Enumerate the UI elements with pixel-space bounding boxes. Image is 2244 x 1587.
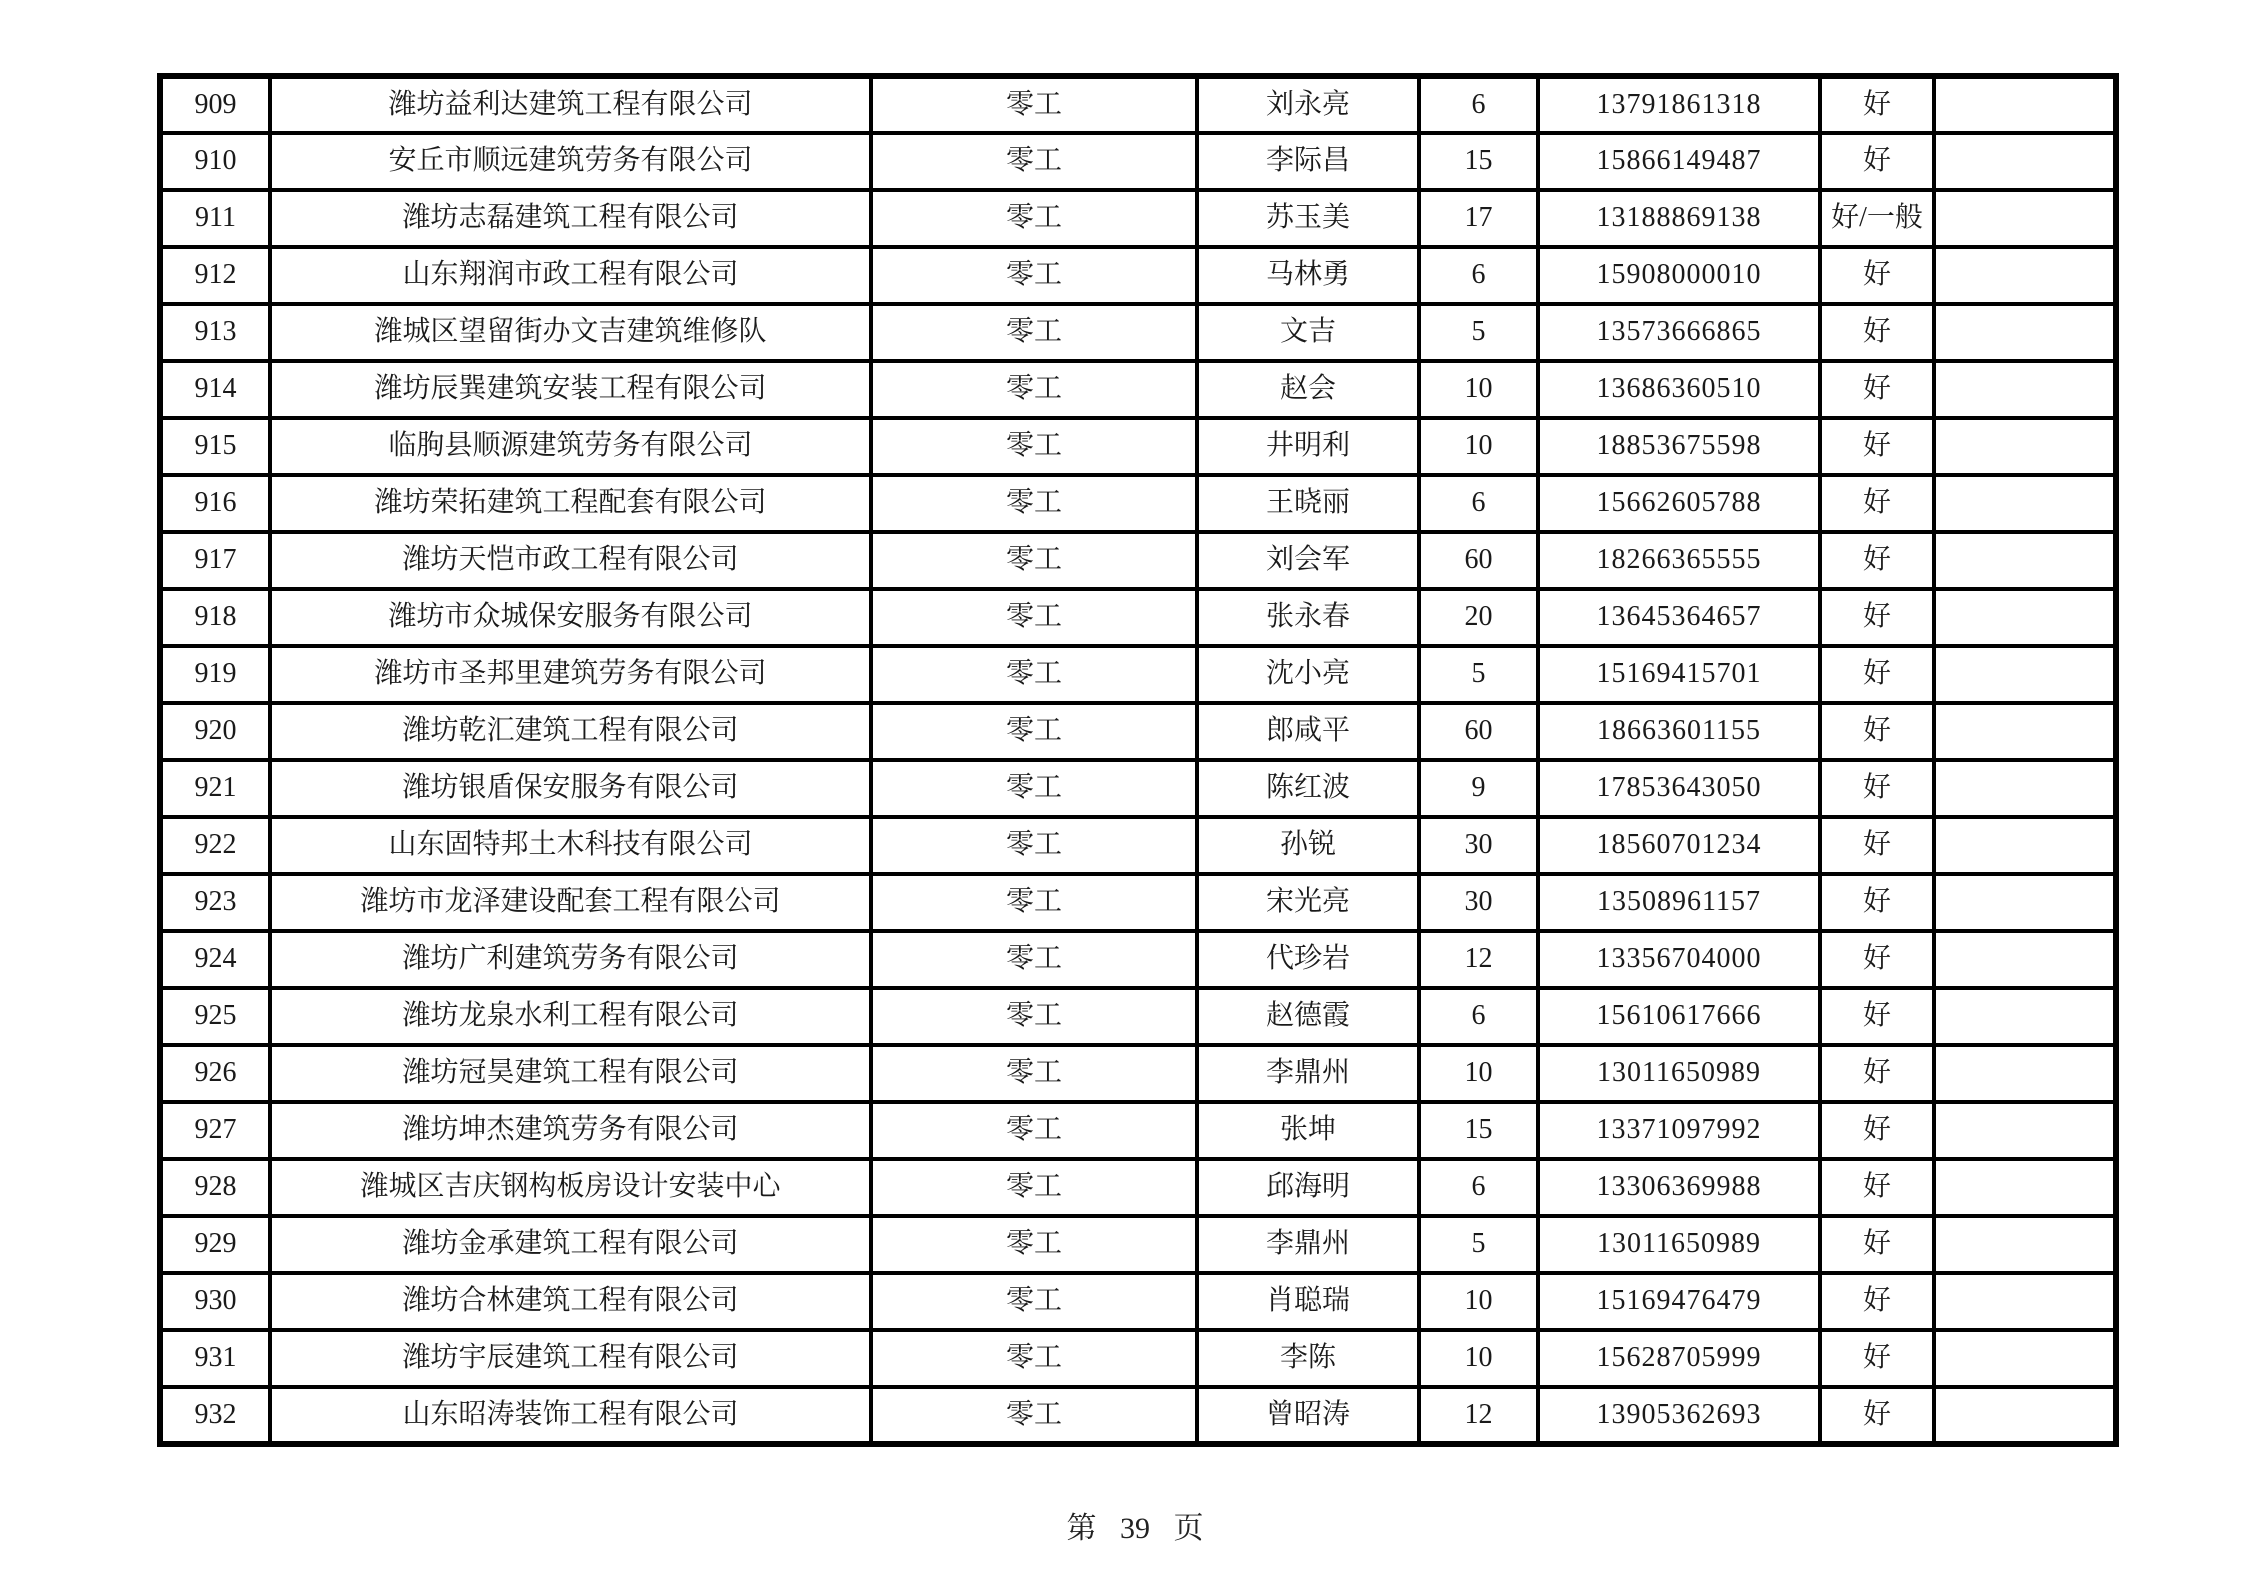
worker-count-cell: 10 [1419, 361, 1538, 418]
phone-number-cell: 13011650989 [1538, 1045, 1820, 1102]
phone-number-cell: 18560701234 [1538, 817, 1820, 874]
table-row [160, 988, 2116, 1045]
contact-name-cell: 文吉 [1197, 304, 1419, 361]
worker-count-cell: 5 [1419, 1216, 1538, 1273]
worker-count-cell: 12 [1419, 1387, 1538, 1444]
phone-number-cell: 13306369988 [1538, 1159, 1820, 1216]
worker-count-cell: 20 [1419, 589, 1538, 646]
company-name-cell: 安丘市顺远建筑劳务有限公司 [270, 133, 871, 190]
worker-count-cell: 60 [1419, 532, 1538, 589]
row-number-cell: 930 [160, 1273, 270, 1330]
roster-table-body [160, 76, 2116, 1444]
table-row [160, 817, 2116, 874]
phone-number-cell: 17853643050 [1538, 760, 1820, 817]
company-name-cell: 潍坊广利建筑劳务有限公司 [270, 931, 871, 988]
company-name-cell: 潍坊冠昊建筑工程有限公司 [270, 1045, 871, 1102]
work-type-cell: 零工 [871, 247, 1197, 304]
remarks-empty-cell [1934, 475, 2116, 532]
contact-name-cell: 邱海明 [1197, 1159, 1419, 1216]
row-number-cell: 920 [160, 703, 270, 760]
worker-count-cell: 6 [1419, 475, 1538, 532]
remarks-empty-cell [1934, 532, 2116, 589]
phone-number-cell: 13011650989 [1538, 1216, 1820, 1273]
table-row [160, 1102, 2116, 1159]
company-name-cell: 山东固特邦土木科技有限公司 [270, 817, 871, 874]
rating-cell: 好 [1820, 1216, 1934, 1273]
company-name-cell: 潍城区吉庆钢构板房设计安装中心 [270, 1159, 871, 1216]
remarks-empty-cell [1934, 760, 2116, 817]
row-number-cell: 916 [160, 475, 270, 532]
remarks-empty-cell [1934, 1273, 2116, 1330]
contact-name-cell: 代珍岩 [1197, 931, 1419, 988]
row-number-cell: 926 [160, 1045, 270, 1102]
contact-name-cell: 王晓丽 [1197, 475, 1419, 532]
row-number-cell: 909 [160, 76, 270, 133]
remarks-empty-cell [1934, 76, 2116, 133]
rating-cell: 好 [1820, 703, 1934, 760]
contact-name-cell: 苏玉美 [1197, 190, 1419, 247]
worker-count-cell: 15 [1419, 133, 1538, 190]
contact-name-cell: 孙锐 [1197, 817, 1419, 874]
company-name-cell: 潍坊志磊建筑工程有限公司 [270, 190, 871, 247]
work-type-cell: 零工 [871, 646, 1197, 703]
rating-cell: 好 [1820, 1330, 1934, 1387]
phone-number-cell: 13791861318 [1538, 76, 1820, 133]
company-name-cell: 潍坊银盾保安服务有限公司 [270, 760, 871, 817]
phone-number-cell: 18853675598 [1538, 418, 1820, 475]
table-row [160, 1387, 2116, 1444]
phone-number-cell: 15169476479 [1538, 1273, 1820, 1330]
work-type-cell: 零工 [871, 760, 1197, 817]
company-name-cell: 潍坊益利达建筑工程有限公司 [270, 76, 871, 133]
worker-count-cell: 9 [1419, 760, 1538, 817]
work-type-cell: 零工 [871, 190, 1197, 247]
work-type-cell: 零工 [871, 1387, 1197, 1444]
row-number-cell: 931 [160, 1330, 270, 1387]
table-row [160, 1273, 2116, 1330]
rating-cell: 好 [1820, 361, 1934, 418]
table-row [160, 190, 2116, 247]
row-number-cell: 925 [160, 988, 270, 1045]
rating-cell: 好 [1820, 1273, 1934, 1330]
worker-count-cell: 15 [1419, 1102, 1538, 1159]
rating-cell: 好 [1820, 646, 1934, 703]
company-name-cell: 潍坊宇辰建筑工程有限公司 [270, 1330, 871, 1387]
row-number-cell: 917 [160, 532, 270, 589]
table-row [160, 1159, 2116, 1216]
company-name-cell: 潍坊合林建筑工程有限公司 [270, 1273, 871, 1330]
work-type-cell: 零工 [871, 1159, 1197, 1216]
row-number-cell: 915 [160, 418, 270, 475]
work-type-cell: 零工 [871, 361, 1197, 418]
company-name-cell: 潍坊天恺市政工程有限公司 [270, 532, 871, 589]
company-name-cell: 山东翔润市政工程有限公司 [270, 247, 871, 304]
remarks-empty-cell [1934, 361, 2116, 418]
contact-name-cell: 曾昭涛 [1197, 1387, 1419, 1444]
contact-name-cell: 赵德霞 [1197, 988, 1419, 1045]
phone-number-cell: 13508961157 [1538, 874, 1820, 931]
row-number-cell: 932 [160, 1387, 270, 1444]
rating-cell: 好 [1820, 817, 1934, 874]
table-row [160, 1216, 2116, 1273]
table-row [160, 1045, 2116, 1102]
worker-count-cell: 6 [1419, 76, 1538, 133]
remarks-empty-cell [1934, 1159, 2116, 1216]
worker-count-cell: 10 [1419, 1273, 1538, 1330]
work-type-cell: 零工 [871, 1273, 1197, 1330]
row-number-cell: 912 [160, 247, 270, 304]
rating-cell: 好 [1820, 532, 1934, 589]
remarks-empty-cell [1934, 133, 2116, 190]
table-row [160, 646, 2116, 703]
contact-name-cell: 李鼎州 [1197, 1216, 1419, 1273]
phone-number-cell: 13905362693 [1538, 1387, 1820, 1444]
work-type-cell: 零工 [871, 304, 1197, 361]
row-number-cell: 922 [160, 817, 270, 874]
remarks-empty-cell [1934, 646, 2116, 703]
work-type-cell: 零工 [871, 133, 1197, 190]
work-type-cell: 零工 [871, 589, 1197, 646]
phone-number-cell: 18266365555 [1538, 532, 1820, 589]
work-type-cell: 零工 [871, 475, 1197, 532]
phone-number-cell: 15908000010 [1538, 247, 1820, 304]
table-row [160, 532, 2116, 589]
contact-name-cell: 肖聪瑞 [1197, 1273, 1419, 1330]
table-row [160, 760, 2116, 817]
rating-cell: 好 [1820, 931, 1934, 988]
rating-cell: 好 [1820, 874, 1934, 931]
company-name-cell: 潍坊市圣邦里建筑劳务有限公司 [270, 646, 871, 703]
worker-count-cell: 30 [1419, 817, 1538, 874]
row-number-cell: 914 [160, 361, 270, 418]
contact-name-cell: 张永春 [1197, 589, 1419, 646]
worker-count-cell: 10 [1419, 1045, 1538, 1102]
worker-count-cell: 17 [1419, 190, 1538, 247]
remarks-empty-cell [1934, 304, 2116, 361]
work-type-cell: 零工 [871, 1330, 1197, 1387]
company-name-cell: 潍坊金承建筑工程有限公司 [270, 1216, 871, 1273]
remarks-empty-cell [1934, 988, 2116, 1045]
worker-count-cell: 6 [1419, 247, 1538, 304]
phone-number-cell: 15866149487 [1538, 133, 1820, 190]
work-type-cell: 零工 [871, 931, 1197, 988]
contact-name-cell: 李陈 [1197, 1330, 1419, 1387]
page-number-label: 第 39 页 [1066, 1512, 1204, 1545]
company-name-cell: 潍坊坤杰建筑劳务有限公司 [270, 1102, 871, 1159]
phone-number-cell: 15628705999 [1538, 1330, 1820, 1387]
work-type-cell: 零工 [871, 817, 1197, 874]
company-name-cell: 临朐县顺源建筑劳务有限公司 [270, 418, 871, 475]
company-name-cell: 潍坊辰巽建筑安装工程有限公司 [270, 361, 871, 418]
contact-name-cell: 刘永亮 [1197, 76, 1419, 133]
remarks-empty-cell [1934, 190, 2116, 247]
row-number-cell: 911 [160, 190, 270, 247]
company-name-cell: 山东昭涛装饰工程有限公司 [270, 1387, 871, 1444]
row-number-cell: 918 [160, 589, 270, 646]
remarks-empty-cell [1934, 874, 2116, 931]
worker-count-cell: 10 [1419, 418, 1538, 475]
work-type-cell: 零工 [871, 874, 1197, 931]
remarks-empty-cell [1934, 1102, 2116, 1159]
remarks-empty-cell [1934, 1045, 2116, 1102]
phone-number-cell: 13371097992 [1538, 1102, 1820, 1159]
contact-name-cell: 赵会 [1197, 361, 1419, 418]
phone-number-cell: 15610617666 [1538, 988, 1820, 1045]
remarks-empty-cell [1934, 589, 2116, 646]
worker-count-cell: 6 [1419, 988, 1538, 1045]
table-row [160, 361, 2116, 418]
table-row [160, 703, 2116, 760]
work-type-cell: 零工 [871, 988, 1197, 1045]
row-number-cell: 910 [160, 133, 270, 190]
contact-name-cell: 刘会军 [1197, 532, 1419, 589]
remarks-empty-cell [1934, 418, 2116, 475]
row-number-cell: 921 [160, 760, 270, 817]
table-row [160, 1330, 2116, 1387]
remarks-empty-cell [1934, 817, 2116, 874]
contact-name-cell: 郎咸平 [1197, 703, 1419, 760]
remarks-empty-cell [1934, 931, 2116, 988]
phone-number-cell: 13686360510 [1538, 361, 1820, 418]
worker-count-cell: 5 [1419, 304, 1538, 361]
rating-cell: 好/一般 [1820, 190, 1934, 247]
remarks-empty-cell [1934, 247, 2116, 304]
rating-cell: 好 [1820, 247, 1934, 304]
worker-count-cell: 30 [1419, 874, 1538, 931]
row-number-cell: 913 [160, 304, 270, 361]
phone-number-cell: 13573666865 [1538, 304, 1820, 361]
work-type-cell: 零工 [871, 76, 1197, 133]
work-type-cell: 零工 [871, 418, 1197, 475]
contact-name-cell: 马林勇 [1197, 247, 1419, 304]
phone-number-cell: 18663601155 [1538, 703, 1820, 760]
work-type-cell: 零工 [871, 532, 1197, 589]
phone-number-cell: 13645364657 [1538, 589, 1820, 646]
company-name-cell: 潍坊市龙泽建设配套工程有限公司 [270, 874, 871, 931]
remarks-empty-cell [1934, 1387, 2116, 1444]
row-number-cell: 924 [160, 931, 270, 988]
row-number-cell: 927 [160, 1102, 270, 1159]
company-name-cell: 潍坊乾汇建筑工程有限公司 [270, 703, 871, 760]
remarks-empty-cell [1934, 703, 2116, 760]
table-row [160, 931, 2116, 988]
rating-cell: 好 [1820, 1159, 1934, 1216]
company-name-cell: 潍坊市众城保安服务有限公司 [270, 589, 871, 646]
work-type-cell: 零工 [871, 1045, 1197, 1102]
worker-count-cell: 6 [1419, 1159, 1538, 1216]
rating-cell: 好 [1820, 475, 1934, 532]
table-row [160, 304, 2116, 361]
remarks-empty-cell [1934, 1330, 2116, 1387]
rating-cell: 好 [1820, 133, 1934, 190]
contact-name-cell: 宋光亮 [1197, 874, 1419, 931]
rating-cell: 好 [1820, 1045, 1934, 1102]
rating-cell: 好 [1820, 760, 1934, 817]
row-number-cell: 929 [160, 1216, 270, 1273]
rating-cell: 好 [1820, 589, 1934, 646]
company-name-cell: 潍坊荣拓建筑工程配套有限公司 [270, 475, 871, 532]
table-row [160, 874, 2116, 931]
phone-number-cell: 13356704000 [1538, 931, 1820, 988]
table-row [160, 418, 2116, 475]
rating-cell: 好 [1820, 988, 1934, 1045]
page-footer [157, 1503, 2113, 1547]
rating-cell: 好 [1820, 76, 1934, 133]
rating-cell: 好 [1820, 304, 1934, 361]
worker-count-cell: 60 [1419, 703, 1538, 760]
work-type-cell: 零工 [871, 1102, 1197, 1159]
rating-cell: 好 [1820, 1102, 1934, 1159]
worker-count-cell: 12 [1419, 931, 1538, 988]
contact-name-cell: 沈小亮 [1197, 646, 1419, 703]
company-name-cell: 潍坊龙泉水利工程有限公司 [270, 988, 871, 1045]
rating-cell: 好 [1820, 1387, 1934, 1444]
table-row [160, 475, 2116, 532]
work-type-cell: 零工 [871, 1216, 1197, 1273]
worker-count-cell: 5 [1419, 646, 1538, 703]
row-number-cell: 919 [160, 646, 270, 703]
contact-name-cell: 井明利 [1197, 418, 1419, 475]
contact-name-cell: 李鼎州 [1197, 1045, 1419, 1102]
table-row [160, 589, 2116, 646]
contact-name-cell: 李际昌 [1197, 133, 1419, 190]
phone-number-cell: 15169415701 [1538, 646, 1820, 703]
roster-table [157, 73, 2119, 1447]
rating-cell: 好 [1820, 418, 1934, 475]
company-name-cell: 潍城区望留街办文吉建筑维修队 [270, 304, 871, 361]
worker-count-cell: 10 [1419, 1330, 1538, 1387]
contact-name-cell: 陈红波 [1197, 760, 1419, 817]
row-number-cell: 923 [160, 874, 270, 931]
table-row [160, 247, 2116, 304]
table-row [160, 76, 2116, 133]
work-type-cell: 零工 [871, 703, 1197, 760]
row-number-cell: 928 [160, 1159, 270, 1216]
phone-number-cell: 15662605788 [1538, 475, 1820, 532]
remarks-empty-cell [1934, 1216, 2116, 1273]
table-row [160, 133, 2116, 190]
contact-name-cell: 张坤 [1197, 1102, 1419, 1159]
phone-number-cell: 13188869138 [1538, 190, 1820, 247]
